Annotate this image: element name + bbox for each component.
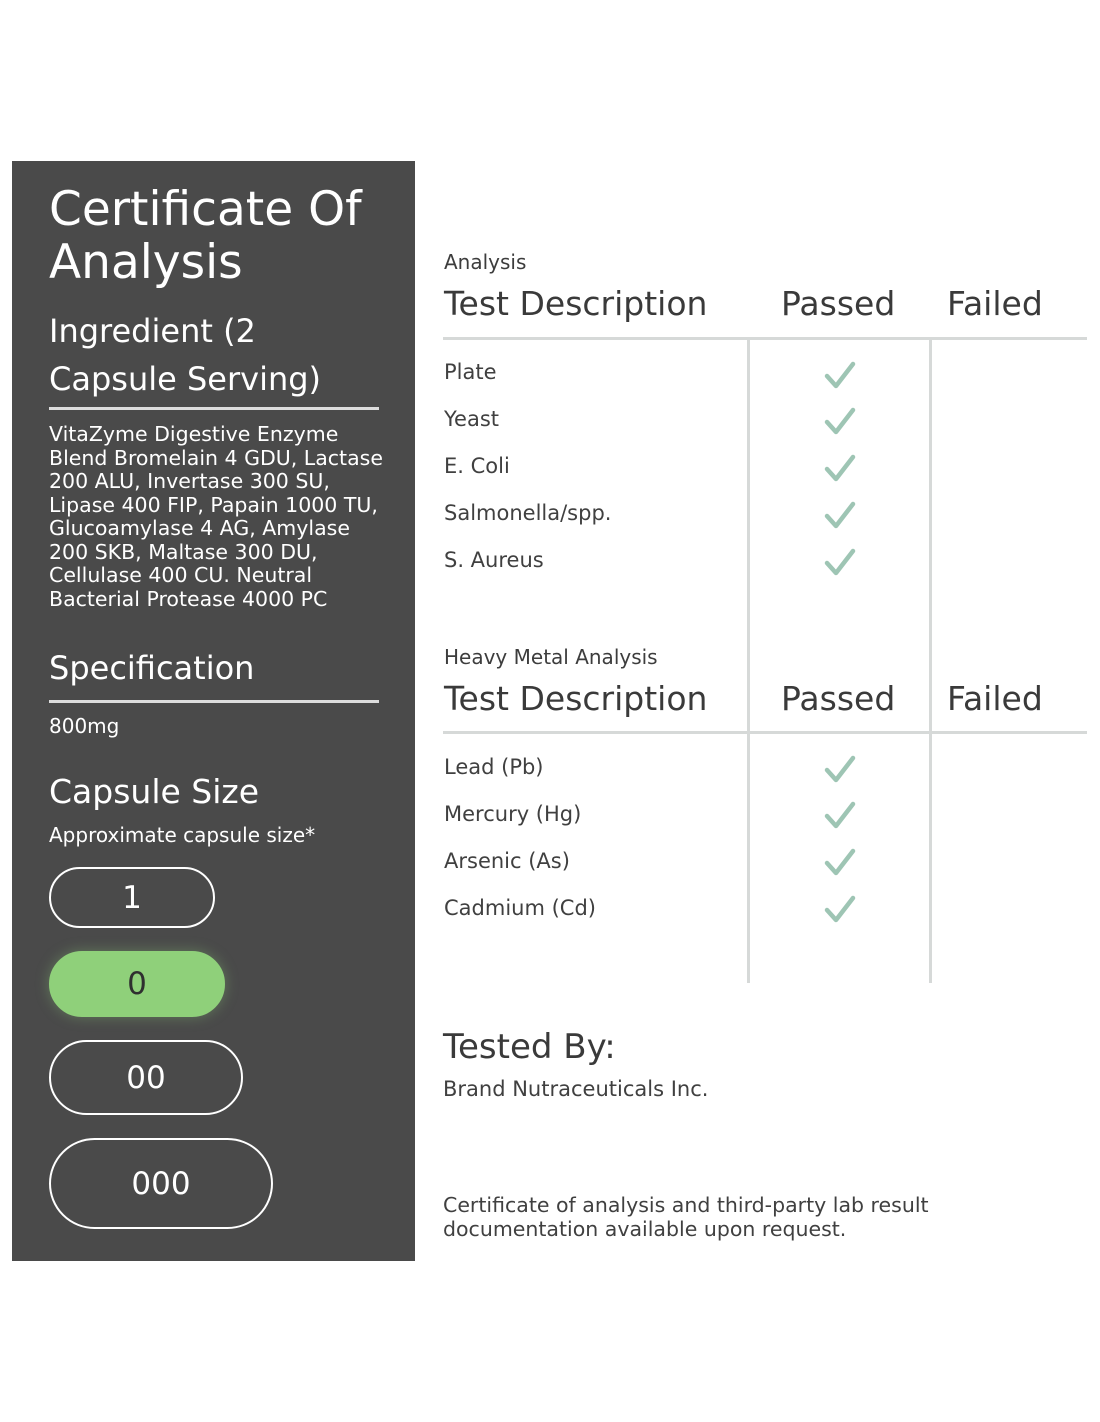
heavy-metal-row-mercury: Mercury (Hg): [444, 802, 582, 826]
certificate-panel: [12, 161, 415, 1261]
checkmark-icon: [824, 801, 856, 831]
failed-column-divider: [929, 340, 932, 983]
heavy-metal-col-passed: Passed: [781, 679, 896, 718]
analysis-col-failed: Failed: [947, 284, 1043, 323]
footnote: Certificate of analysis and third-party lab result documentation available upon request.: [443, 1193, 929, 1241]
heavy-metal-col-description: Test Description: [444, 679, 708, 718]
heavy-metal-row-lead: Lead (Pb): [444, 755, 544, 779]
checkmark-icon: [824, 454, 856, 484]
analysis-row-plate: Plate: [444, 360, 497, 384]
heavy-metal-col-failed: Failed: [947, 679, 1043, 718]
specification-divider: [49, 700, 379, 703]
analysis-header-divider: [443, 337, 1087, 340]
passed-column-divider: [747, 340, 750, 983]
analysis-row-salmonella: Salmonella/spp.: [444, 501, 612, 525]
heavy-metal-section-label: Heavy Metal Analysis: [444, 645, 658, 669]
ingredient-text: VitaZyme Digestive Enzyme Blend Bromelain 4 GDU, Lactase 200 ALU, Invertase 300 SU, Lipase 400 FIP, Papain 1000 TU, Glucoamylase 4 AG, Amylase 200 SKB, Maltase 300 DU, Cellulase 400 CU. Neutral Bacterial Protease 4000 PC: [49, 422, 383, 611]
specification-value: 800mg: [49, 714, 120, 738]
capsule-size-0: 0: [49, 951, 225, 1017]
capsule-size-00: 00: [49, 1040, 243, 1115]
analysis-row-s-aureus: S. Aureus: [444, 548, 544, 572]
checkmark-icon: [824, 548, 856, 578]
checkmark-icon: [824, 895, 856, 925]
checkmark-icon: [824, 848, 856, 878]
checkmark-icon: [824, 755, 856, 785]
analysis-col-description: Test Description: [444, 284, 708, 323]
tested-by-value: Brand Nutraceuticals Inc.: [443, 1077, 709, 1101]
analysis-col-passed: Passed: [781, 284, 896, 323]
heavy-metal-row-cadmium: Cadmium (Cd): [444, 896, 596, 920]
ingredient-heading: Ingredient (2 Capsule Serving): [49, 312, 322, 398]
heavy-metal-header-divider: [443, 731, 1087, 734]
heavy-metal-row-arsenic: Arsenic (As): [444, 849, 570, 873]
checkmark-icon: [824, 407, 856, 437]
certificate-title: Certificate Of Analysis: [49, 182, 362, 290]
analysis-row-yeast: Yeast: [444, 407, 500, 431]
capsule-size-000: 000: [49, 1138, 273, 1229]
checkmark-icon: [824, 501, 856, 531]
specification-heading: Specification: [49, 649, 255, 687]
checkmark-icon: [824, 361, 856, 391]
capsule-size-heading: Capsule Size: [49, 772, 260, 811]
capsule-size-1: 1: [49, 867, 215, 928]
tested-by-heading: Tested By:: [443, 1027, 616, 1067]
capsule-size-subheading: Approximate capsule size*: [49, 823, 316, 847]
analysis-row-e-coli: E. Coli: [444, 454, 510, 478]
analysis-section-label: Analysis: [444, 250, 527, 274]
ingredient-divider: [49, 407, 379, 410]
